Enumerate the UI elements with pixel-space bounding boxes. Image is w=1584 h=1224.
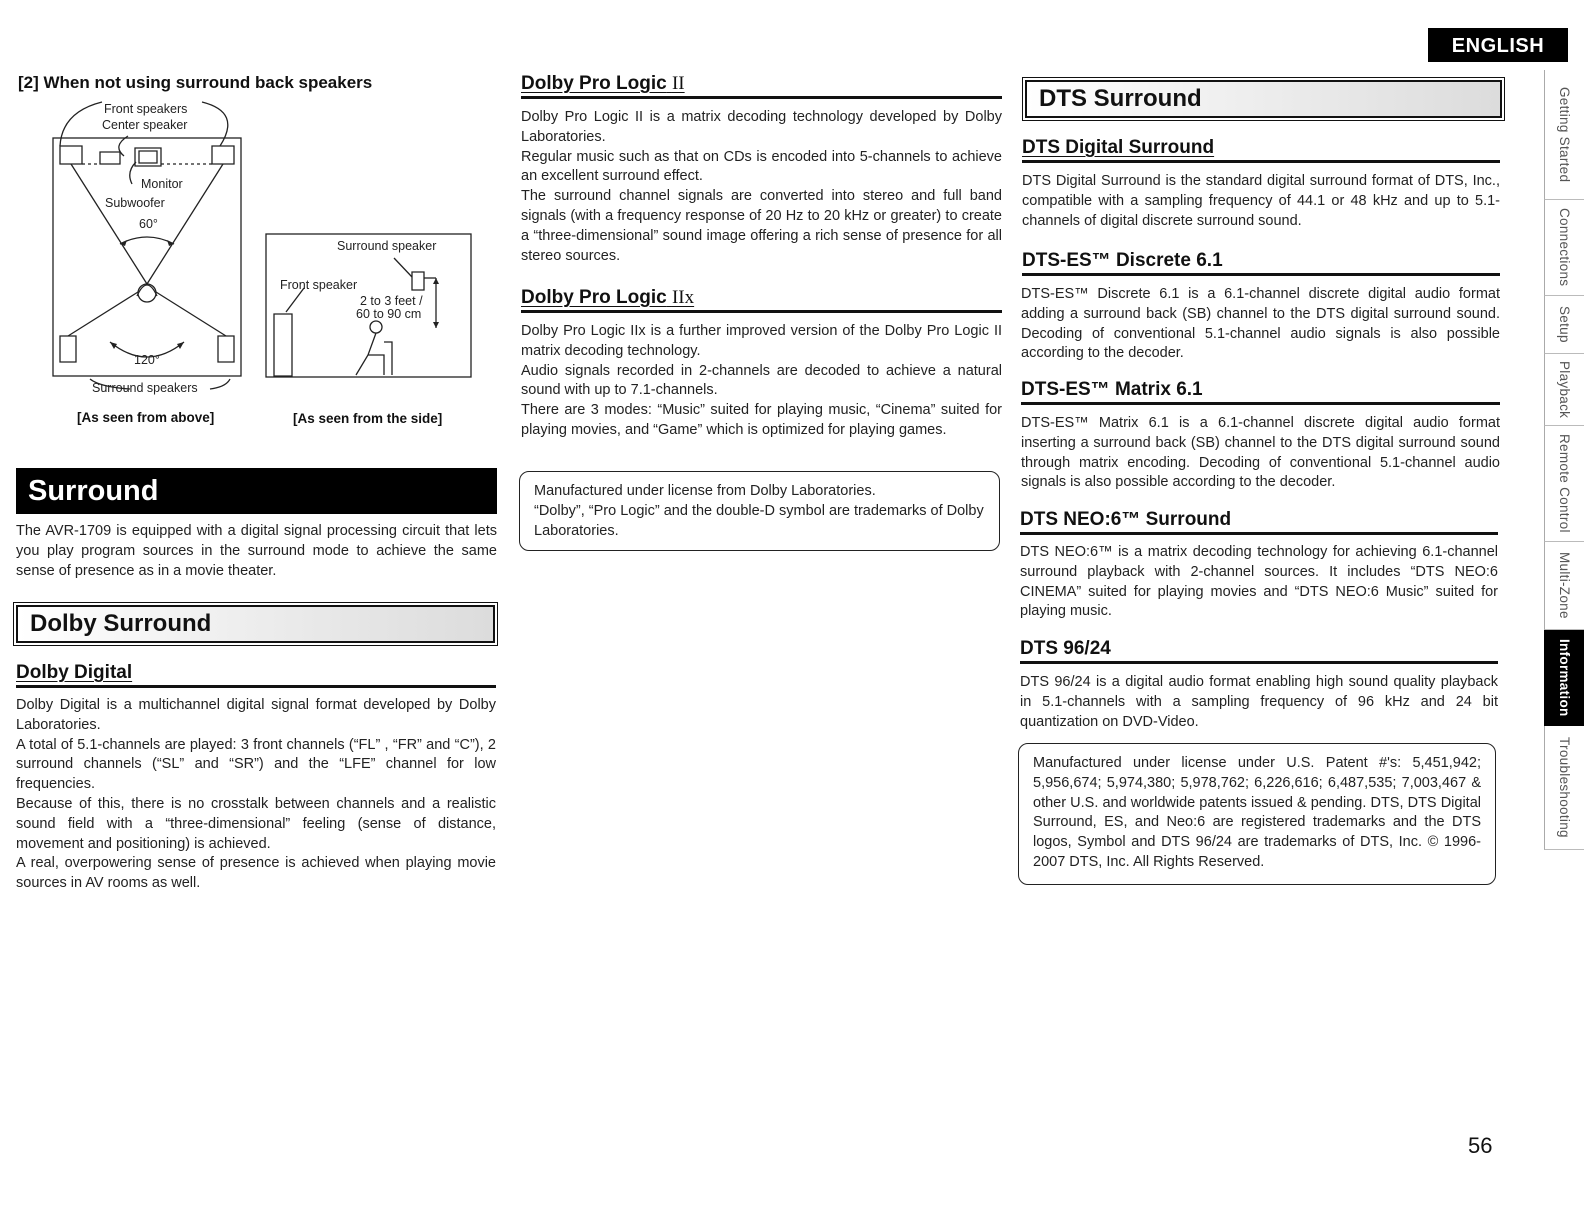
side-tab-label: Information [1557, 638, 1572, 717]
caption-side-view: [As seen from the side] [293, 411, 443, 426]
label-height-feet: 2 to 3 feet / [360, 294, 423, 308]
surround-banner [16, 468, 497, 514]
label-angle-rear: 120° [134, 353, 160, 367]
side-tab-troubleshooting[interactable] [1544, 726, 1584, 850]
monitor [135, 148, 161, 166]
pro-logic-2x-para: Audio signals recorded in 2-channels are decoded to achieve a natural sound with up to 7.1-channels. [521, 362, 1002, 399]
dolby-digital-title: Dolby Digital [16, 662, 133, 683]
side-tab-label: Remote Control [1557, 434, 1572, 533]
label-angle-front: 60° [139, 217, 158, 231]
label-height-cm: 60 to 90 cm [356, 307, 422, 321]
page-number: 56 [1468, 1133, 1493, 1158]
dolby-digital-para: A total of 5.1-channels are played: 3 front channels (“FL” , “FR” and “C”), 2 surround channels (“SL” and “SR”) and the “LFE” channel for low frequencies. [16, 736, 496, 793]
pro-logic-2-heading [521, 73, 1002, 99]
surround-right-speaker [218, 336, 234, 362]
dts-digital-text: DTS Digital Surround is the standard digital surround format of DTS, Inc., compatible with a sampling frequency of 44.1 or 48 kHz and up to 5.1-channels of digital discrete surround sound. [1022, 173, 1500, 229]
dolby-digital-para: A real, overpowering sense of presence is achieved when playing movie sources in AV rooms as well. [16, 855, 496, 892]
dts-es-discrete-heading [1022, 250, 1500, 276]
dts-es-discrete-title: DTS-ES™ Discrete 6.1 [1022, 250, 1223, 271]
side-tab-getting-started[interactable] [1544, 70, 1584, 200]
side-tab-multi-zone[interactable] [1544, 542, 1584, 630]
side-tab-label: Getting Started [1557, 86, 1572, 183]
surround-left-speaker [60, 336, 76, 362]
label-subwoofer: Subwoofer [105, 196, 165, 210]
dolby-trademark-notice [519, 471, 1000, 551]
side-tab-label: Connections [1557, 208, 1572, 287]
side-tab-label: Setup [1557, 306, 1572, 343]
side-front-speaker [274, 314, 292, 376]
pro-logic-2-title: Dolby Pro Logic II [521, 73, 685, 94]
pro-logic-2x-title: Dolby Pro Logic IIx [521, 287, 695, 308]
pro-logic-2-para: The surround channel signals are converted into stereo and full band signals (with a frequency response of 20 Hz to 20 kHz or greater) to create a “three-dimensional” sound image offering a rich sense of presence for all stereo sources. [521, 188, 1002, 264]
language-tab [1428, 28, 1568, 62]
dts-es-matrix-heading [1021, 379, 1500, 405]
dts-digital-heading [1022, 137, 1500, 163]
front-right-speaker [212, 146, 234, 164]
dts-notice-text: Manufactured under license under U.S. Patent #'s: 5,451,942; 5,956,674; 5,974,380; 5,978,762; 6,226,616; 6,487,535; 7,003,467 & other U.S. and worldwide patents issued & pending. DTS, DTS Digital Surround, ES, and Neo:6 are registered trademarks and the DTS logos, Symbol and DTS 96/24 are trademarks of DTS, Inc. © 1996-2007 DTS, Inc. All Rights Reserved. [1033, 755, 1481, 870]
dts-9624-heading [1020, 638, 1498, 664]
label-monitor: Monitor [141, 177, 183, 191]
side-surround-speaker [412, 272, 424, 290]
dts-surround-title: DTS Surround [1039, 85, 1202, 112]
dts-9624-text: DTS 96/24 is a digital audio format enabling high sound quality playback in 5.1-channels with a sampling frequency of 96 kHz and 24 bit quantization on DVD-Video. [1020, 674, 1498, 730]
dts-neo6-title: DTS NEO:6™ Surround [1020, 509, 1232, 530]
caption-top-view: [As seen from above] [77, 410, 215, 425]
side-tab-setup[interactable] [1544, 296, 1584, 354]
pro-logic-2-para: Dolby Pro Logic II is a matrix decoding technology developed by Dolby Laboratories. [521, 109, 1002, 145]
dts-es-matrix-text: DTS-ES™ Matrix 6.1 is a 6.1-channel discrete digital audio format inserting a surround back (SB) channel to the DTS digital surround sound through matrix encoding. Decoding of conventional 5.1-channel audio signals is also possible according to the decoder. [1021, 415, 1500, 491]
label-front-speaker: Front speaker [280, 278, 358, 292]
subsection-title: [2] When not using surround back speakers [18, 73, 373, 92]
dolby-surround-title-box [16, 605, 495, 643]
pro-logic-2x-para: There are 3 modes: “Music” suited for playing music, “Cinema” suited for playing movies, and “Game” which is optimized for playing games. [521, 402, 1002, 438]
listener-head [138, 284, 156, 302]
label-surround-speakers: Surround speakers [92, 381, 198, 395]
language-tab-label: ENGLISH [1451, 35, 1545, 57]
dolby-digital-para: Dolby Digital is a multichannel digital signal format developed by Dolby Laboratories. [16, 697, 496, 733]
pro-logic-2-body [521, 108, 1002, 266]
label-surround-speaker: Surround speaker [337, 239, 437, 253]
dts-trademark-notice [1018, 743, 1496, 885]
dts-neo6-heading [1020, 509, 1498, 535]
dolby-digital-body [16, 696, 496, 894]
room-outline [53, 138, 241, 376]
pro-logic-2x-body [521, 322, 1002, 441]
side-tab-information[interactable] [1544, 630, 1584, 726]
label-front-speakers: Front speakers [104, 102, 188, 116]
side-tab-remote-control[interactable] [1544, 426, 1584, 542]
dts-es-discrete-text: DTS-ES™ Discrete 6.1 is a 6.1-channel discrete digital audio format adding a surround back (SB) channel to the DTS digital surround sound. Decoding of conventional 5.1-channel audio signals is also possible according to the decoder. [1021, 286, 1500, 362]
front-left-speaker [60, 146, 82, 164]
surround-banner-title: Surround [28, 475, 159, 507]
dts-es-matrix-title: DTS-ES™ Matrix 6.1 [1021, 379, 1203, 400]
side-tab-connections[interactable] [1544, 200, 1584, 296]
dts-digital-title: DTS Digital Surround [1022, 137, 1215, 158]
side-tab-label: Troubleshooting [1557, 737, 1572, 838]
side-tab-playback[interactable] [1544, 354, 1584, 426]
side-tab-label: Multi-Zone [1557, 552, 1572, 619]
dolby-digital-heading [16, 662, 496, 688]
label-center-speaker: Center speaker [102, 118, 188, 132]
dolby-notice-line: “Dolby”, “Pro Logic” and the double-D symbol are trademarks of Dolby Laboratories. [534, 502, 984, 539]
side-listener-head [370, 321, 382, 333]
dts-9624-title: DTS 96/24 [1020, 638, 1111, 659]
dolby-surround-title: Dolby Surround [30, 610, 212, 637]
dts-surround-title-box [1025, 80, 1502, 118]
pro-logic-2x-para: Dolby Pro Logic IIx is a further improved version of the Dolby Pro Logic II matrix decoding technology. [521, 323, 1002, 359]
pro-logic-2-para: Regular music such as that on CDs is encoded into 5-channels to achieve an excellent surround effect. [521, 148, 1002, 185]
side-tab-label: Playback [1557, 360, 1572, 419]
dts-neo6-text: DTS NEO:6™ is a matrix decoding technology for achieving 6.1-channel surround playback with 2-channel sources. It includes “DTS NEO:6 CINEMA” suited for playing movies and “DTS NEO:6 Music” suited for playing music. [1020, 544, 1498, 620]
dolby-notice-line: Manufactured under license from Dolby Laboratories. [534, 483, 876, 499]
surround-intro: The AVR-1709 is equipped with a digital signal processing circuit that lets you play program sources in the surround mode to achieve the same sense of presence as in a movie theater. [16, 523, 497, 579]
dolby-digital-para: Because of this, there is no crosstalk between channels and a realistic sound field with a “three-dimensional” feeling (sense of distance, movement and positioning) is achieved. [16, 795, 496, 852]
center-speaker [100, 152, 120, 164]
pro-logic-2x-heading [521, 287, 1002, 313]
